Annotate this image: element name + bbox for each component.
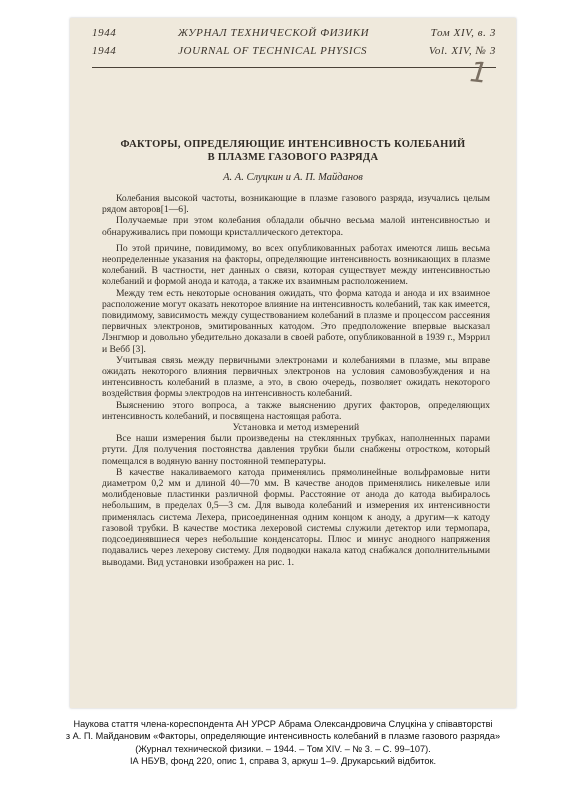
handwritten-page-mark: 1	[468, 55, 490, 90]
caption-line: Наукова стаття члена-кореспондента АН УРСР Абрама Олександровича Слуцкіна у співавторстві	[73, 719, 493, 729]
header-volume: Том XIV, в. 3	[430, 27, 496, 39]
paragraph: В качестве накаливаемого катода применялись прямолинейные вольфрамовые нити диаметром 0,2 мм и длиной 40—70 мм. В качестве анодов применялись никелевые или молибденовые пластинки различной формы. Расстояние от анода до катода выбиралось небольшим, в пределах 0,5—3 см. Для вывода колебаний и измерения их интенсивности применялась система Лехера, присоединенная одним концом к аноду, а другим—к катоду газовой трубки. В качестве мостика лехеровой системы служили детектор или термопара, подсоединявшиеся через небольшие конденсаторы. Плюс и минус анодного напряжения подавались через лехерову систему. Для подводки накала катод снабжался дополнительными выводами. Вид установки изображен на рис. 1.	[102, 466, 490, 568]
article-title	[90, 138, 496, 164]
article-authors: А. А. Слуцкин и А. П. Майданов	[223, 172, 363, 183]
article-body	[102, 193, 490, 568]
caption-line: (Журнал технической физики. – 1944. – Том XIV. – № 3. – С. 99–107).	[135, 743, 431, 754]
paragraph: Все наши измерения были произведены на стеклянных трубках, наполненных парами ртути. Для получения постоянства давления трубки были снабжены отростком, который помещался в водяную ванну постоянной температуры.	[102, 433, 490, 467]
article-title-line2: В ПЛАЗМЕ ГАЗОВОГО РАЗРЯДА	[207, 152, 379, 163]
journal-header-english	[92, 45, 496, 57]
scanned-page	[70, 18, 516, 708]
section-heading: Установка и метод измерений	[232, 422, 360, 434]
header-rule	[92, 67, 496, 68]
paragraph: Колебания высокой частоты, возникающие в плазме газового разряда, изучались целым рядом авторов[1—6].	[102, 193, 490, 216]
header-journal-title-en: JOURNAL OF TECHNICAL PHYSICS	[178, 45, 368, 57]
caption-line: ІА НБУВ, фонд 220, опис 1, справа 3, аркуш 1–9. Друкарський відбиток.	[129, 756, 437, 767]
header-year-en: 1944	[92, 45, 117, 57]
article-title-line1: ФАКТОРЫ, ОПРЕДЕЛЯЮЩИЕ ИНТЕНСИВНОСТЬ КОЛЕБАНИЙ	[120, 139, 466, 150]
header-volume-en: Vol. XIV, № 3	[428, 45, 496, 57]
paragraph: Учитывая связь между первичными электронами и колебаниями в плазме, мы вправе ожидать некоторого влияния первичных электронов на условия самовозбуждения и на интенсивность колебаний в плазме, а это, в свою очередь, позволяет ожидать некоторого воздействия формы электродов на интенсивность колебаний.	[102, 354, 490, 400]
paragraph: Получаемые при этом колебания обладали обычно весьма малой интенсивностью и обнаруживались при помощи кристаллического детектора.	[102, 215, 490, 238]
archive-caption	[20, 718, 546, 768]
paragraph: Между тем есть некоторые основания ожидать, что форма катода и анода и их взаимное расположение могут оказать некоторое влияние на интенсивность колебаний, так как имеется, повидимому, зависимость между существованием колебаний в плазме и процессом рассеяния первичных электронов, эмитированных катодом. Это предположение впервые высказал Лэнгмюр и довольно убедительно доказали в своей работе, опубликованной в 1939 г., Мэррил и Вебб [3].	[102, 287, 490, 355]
paragraph: Выяснению этого вопроса, а также выяснению других факторов, определяющих интенсивность колебаний, и посвящена настоящая работа.	[102, 399, 490, 422]
header-journal-title: ЖУРНАЛ ТЕХНИЧЕСКОЙ ФИЗИКИ	[177, 27, 370, 39]
paragraph: По этой причине, повидимому, во всех опубликованных работах имеются лишь весьма неопределенные указания на факторы, определяющие интенсивность возникающих в плазме колебаний. В частности, нет данных о связи, которая существует между интенсивностью колебаний и формой анода и катода, а также их взаимным расположением.	[102, 242, 490, 288]
journal-header-russian	[92, 27, 496, 39]
caption-line: з А. П. Майдановим «Факторы, определяющие интенсивность колебаний в плазме газового разряда»	[65, 731, 501, 742]
header-year: 1944	[92, 27, 117, 39]
